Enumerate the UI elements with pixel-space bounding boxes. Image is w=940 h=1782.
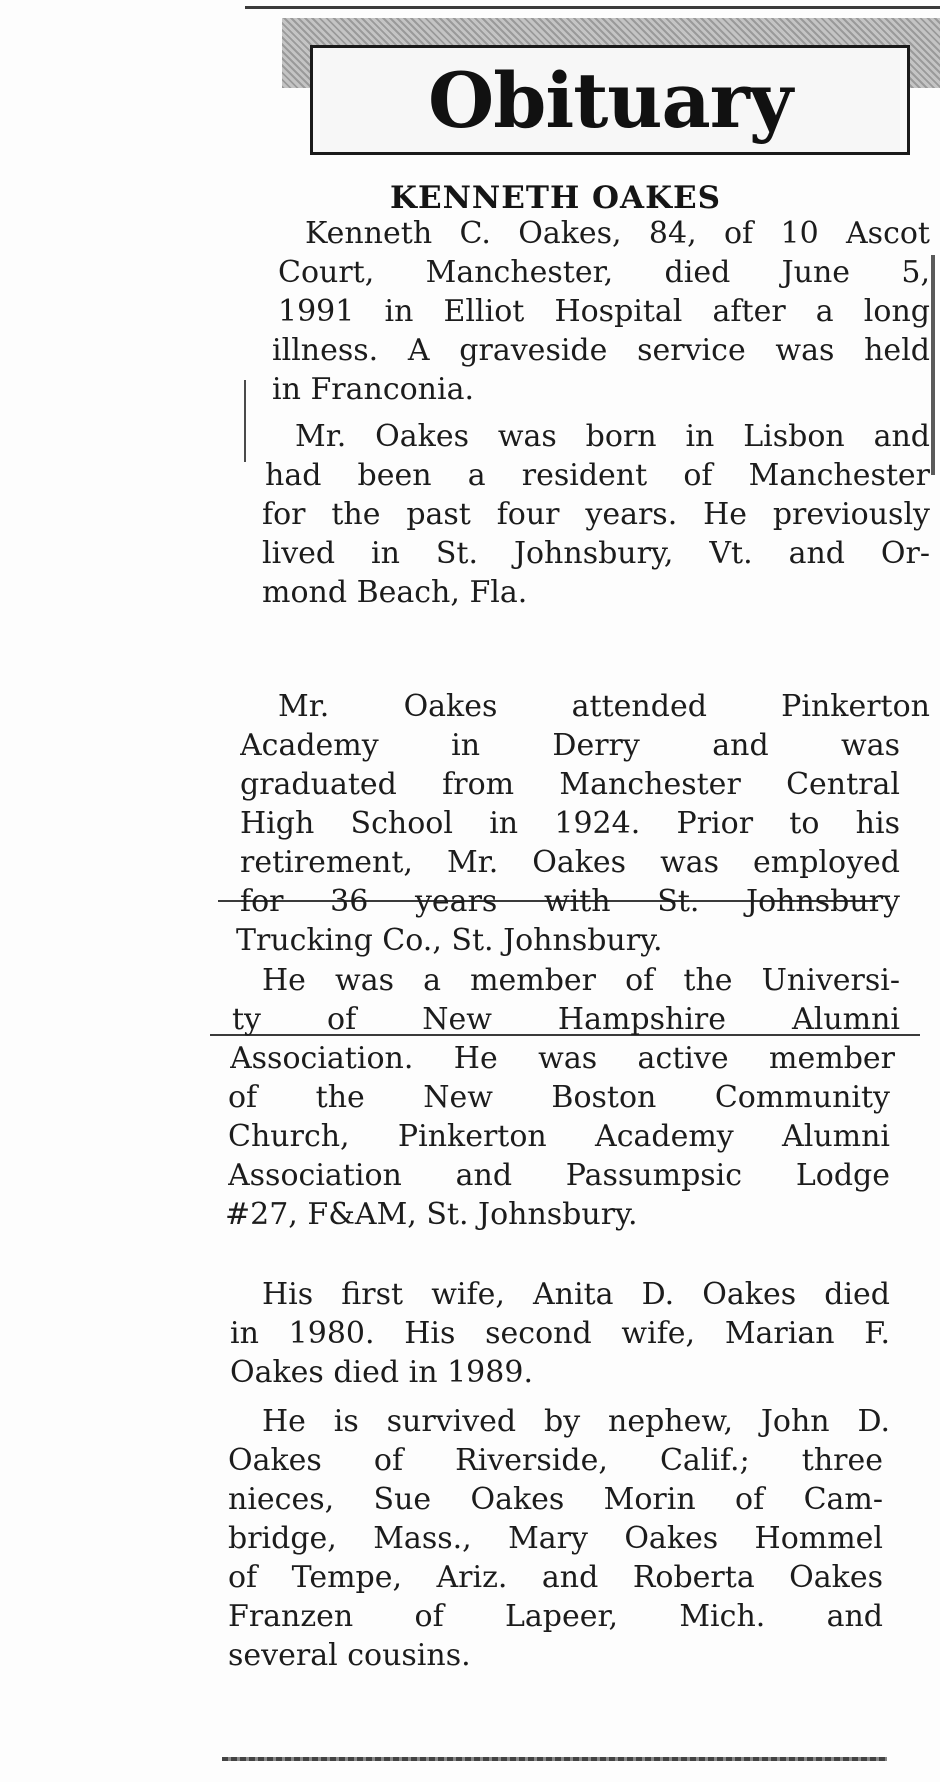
bottom-rule [222,1757,887,1761]
paragraph-4-line: ty of New Hampshire Alumni [232,1002,900,1037]
paragraph-1-line: Kenneth C. Oakes, 84, of 10 Ascot [305,216,930,251]
paragraph-4-line: #27, F&AM, St. Johnsbury. [225,1197,638,1232]
paragraph-4-line: He was a member of the Universi- [262,963,900,998]
paragraph-4-line: Association. He was active member [230,1041,895,1076]
paragraph-3-line: graduated from Manchester Central [240,767,900,802]
right-margin-rule [931,255,935,475]
paragraph-3-line: Academy in Derry and was [240,728,900,763]
paragraph-3-line: Mr. Oakes attended Pinkerton [278,689,930,724]
paragraph-6-line: Franzen of Lapeer, Mich. and [228,1599,883,1634]
paragraph-4-line: Association and Passumpsic Lodge [228,1158,890,1193]
paragraph-5-line: Oakes died in 1989. [230,1355,533,1390]
paragraph-6-line: several cousins. [228,1638,471,1673]
paragraph-1-line: illness. A graveside service was held [272,333,930,368]
paragraph-2-line: had been a resident of Manchester [265,458,930,493]
paragraph-2-line: Mr. Oakes was born in Lisbon and [295,419,930,454]
paragraph-6-line: He is survived by nephew, John D. [262,1404,890,1439]
paragraph-2-line: for the past four years. He previously [262,497,930,532]
top-rule [245,6,940,9]
paragraph-3-line: Trucking Co., St. Johnsbury. [236,923,663,958]
paragraph-4-line: Church, Pinkerton Academy Alumni [228,1119,890,1154]
paragraph-5-line: in 1980. His second wife, Marian F. [230,1316,890,1351]
paragraph-5-line: His first wife, Anita D. Oakes died [262,1277,890,1312]
paragraph-6-line: bridge, Mass., Mary Oakes Hommel [228,1521,883,1556]
paragraph-3-line: retirement, Mr. Oakes was employed [240,845,900,880]
paragraph-1-line: in Franconia. [272,372,475,407]
paragraph-6-line: nieces, Sue Oakes Morin of Cam- [228,1482,883,1517]
masthead-title: Obituary [427,56,793,145]
paragraph-2-line: mond Beach, Fla. [262,575,528,610]
paragraph-3-line: for 36 years with St. Johnsbury [240,884,900,919]
left-margin-rule [244,380,246,462]
paragraph-4-line: of the New Boston Community [228,1080,890,1115]
paragraph-1-line: Court, Manchester, died June 5, [278,255,930,290]
obituary-headline: KENNETH OAKES [390,180,722,216]
paragraph-2-line: lived in St. Johnsbury, Vt. and Or- [262,536,930,571]
paragraph-1-line: 1991 in Elliot Hospital after a long [278,294,930,329]
masthead-box [310,45,910,155]
paragraph-3-line: High School in 1924. Prior to his [240,806,900,841]
paragraph-6-line: of Tempe, Ariz. and Roberta Oakes [228,1560,883,1595]
paragraph-6-line: Oakes of Riverside, Calif.; three [228,1443,883,1478]
